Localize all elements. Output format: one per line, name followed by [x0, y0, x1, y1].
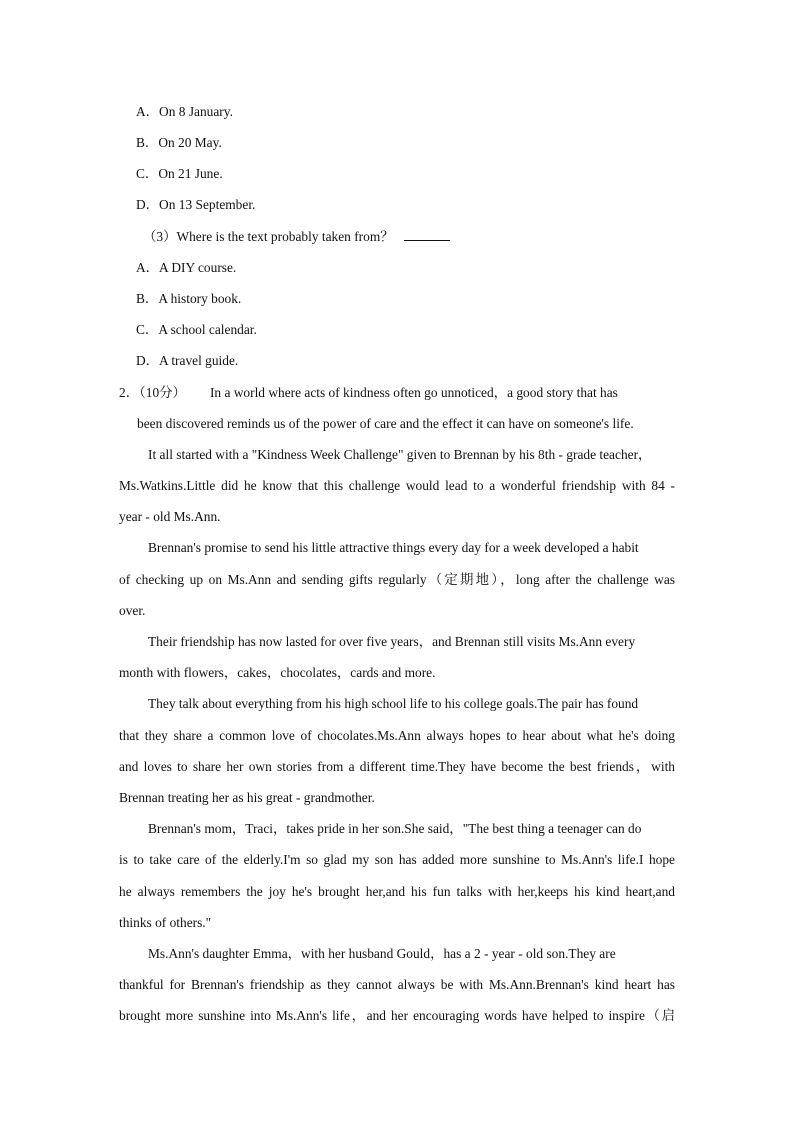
passage-line: They talk about everything from his high school life to his college goals.The pair has found	[148, 696, 639, 711]
option-b: B．A history book.	[136, 291, 242, 306]
passage-line	[119, 383, 675, 403]
passage-line: brought more sunshine into Ms.Ann's life，and her encouraging words have helped to inspire（启	[119, 1008, 675, 1023]
passage-line: month with flowers，cakes，chocolates，cards and more.	[119, 665, 436, 680]
option-d: D．On 13 September.	[136, 197, 256, 212]
option-a: A．On 8 January.	[136, 104, 233, 119]
passage-text: In a world where acts of kindness often go unnoticed，a good story that has	[209, 385, 618, 400]
passage-line: Brennan's mom，Traci，takes pride in her son.She said，"The best thing a teenager can do	[148, 821, 642, 836]
passage-line: Ms.Watkins.Little did he know that this challenge would lead to a wonderful friendship with 84 -	[119, 478, 675, 493]
passage-line: that they share a common love of chocolates.Ms.Ann always hopes to hear about what he's doing	[119, 728, 675, 743]
answer-blank	[404, 227, 450, 241]
option-d: D．A travel guide.	[136, 353, 239, 368]
option-a: A．A DIY course.	[136, 260, 237, 275]
passage-line: Brennan's promise to send his little attractive things every day for a week developed a habit	[148, 540, 639, 555]
passage-line: and loves to share her own stories from a different time.They have become the best friends，with	[119, 759, 675, 774]
passage-line: thinks of others."	[119, 915, 212, 930]
question-3-stem: （3）Where is the text probably taken from？	[143, 229, 394, 244]
passage-line: of checking up on Ms.Ann and sending gifts regularly（定期地），long after the challenge was	[119, 572, 675, 587]
passage-line: It all started with a "Kindness Week Challenge" given to Brennan by his 8th - grade teacher，	[148, 447, 652, 462]
question-number: 2．（10分）	[119, 385, 186, 400]
option-c: C．A school calendar.	[136, 322, 257, 337]
passage-line: Their friendship has now lasted for over five years，and Brennan still visits Ms.Ann every	[148, 634, 636, 649]
passage-line: thankful for Brennan's friendship as they cannot always be with Ms.Ann.Brennan's kind heart has	[119, 977, 675, 992]
passage-line: is to take care of the elderly.I'm so glad my son has added more sunshine to Ms.Ann's life.I hope	[119, 852, 675, 867]
passage-line: Ms.Ann's daughter Emma，with her husband Gould，has a 2 - year - old son.They are	[148, 946, 616, 961]
passage-line: Brennan treating her as his great - grandmother.	[119, 790, 375, 805]
option-c: C．On 21 June.	[136, 166, 223, 181]
option-b: B．On 20 May.	[136, 135, 222, 150]
passage-line: he always remembers the joy he's brought her,and his fun talks with her,keeps his kind heart,and	[119, 884, 675, 899]
question-3	[143, 227, 450, 247]
passage-line: over.	[119, 603, 146, 618]
passage-line: year - old Ms.Ann.	[119, 509, 221, 524]
passage-line: been discovered reminds us of the power of care and the effect it can have on someone's life.	[137, 416, 634, 431]
